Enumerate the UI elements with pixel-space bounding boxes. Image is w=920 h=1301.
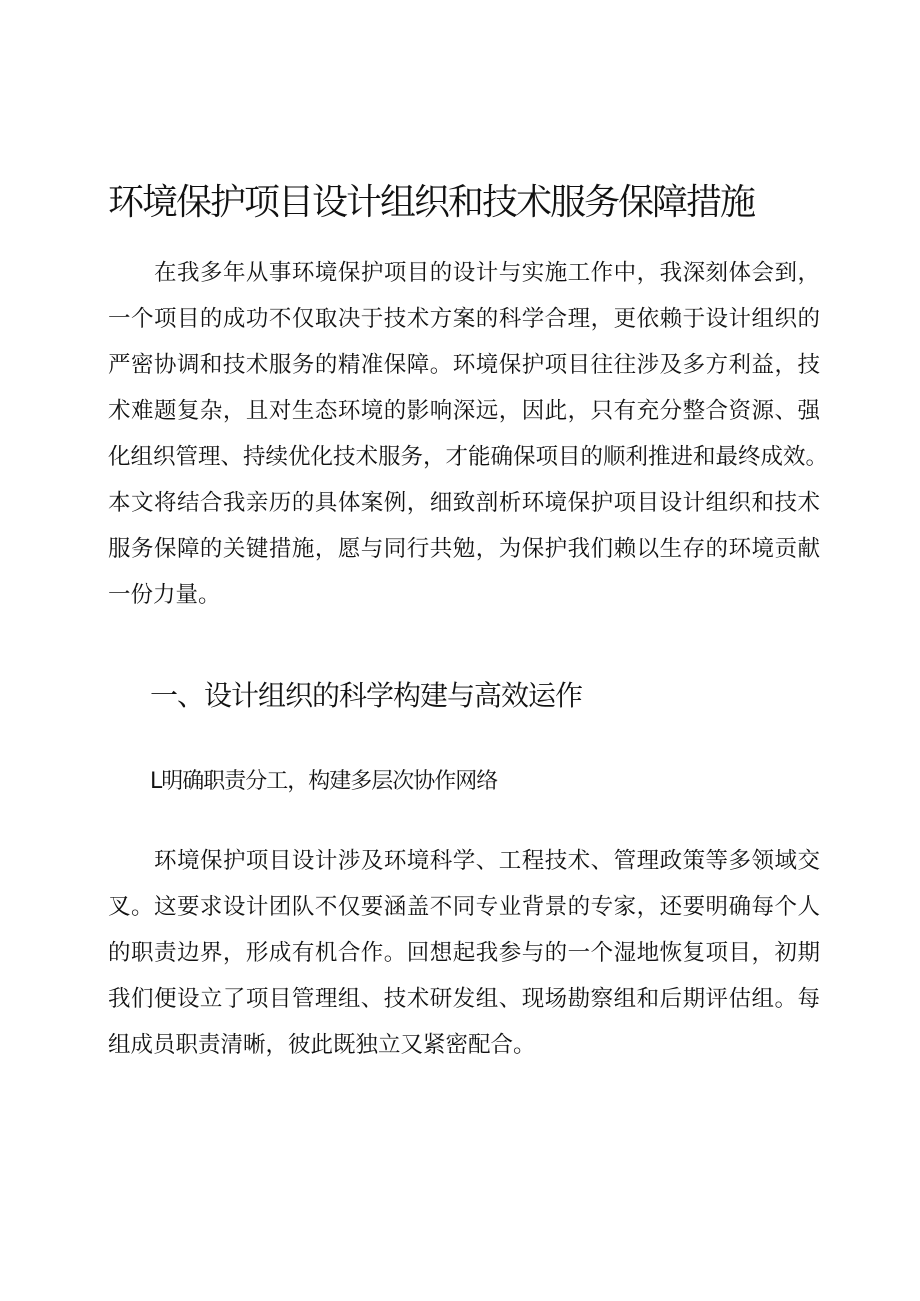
intro-line: 服务保障的关键措施，愿与同行共勉，为保护我们赖以生存的环境贡献: [108, 536, 820, 562]
document-title: 环境保护项目设计组织和技术服务保障措施: [108, 182, 755, 223]
intro-line: 本文将结合我亲历的具体案例，细致剖析环境保护项目设计组织和技术: [108, 490, 820, 516]
body-line: 组成员职责清晰，彼此既独立又紧密配合。: [108, 1032, 536, 1058]
body-line: 叉。这要求设计团队不仅要涵盖不同专业背景的专家，还要明确每个人: [108, 894, 820, 920]
intro-line: 术难题复杂，且对生态环境的影响深远，因此，只有充分整合资源、强: [108, 398, 820, 424]
body-line: 环境保护项目设计涉及环境科学、工程技术、管理政策等多领域交: [154, 848, 820, 874]
body-paragraph: [108, 838, 828, 1068]
body-line: 的职责边界，形成有机合作。回想起我参与的一个湿地恢复项目，初期: [108, 940, 820, 966]
intro-line: 一个项目的成功不仅取决于技术方案的科学合理，更依赖于设计组织的: [108, 306, 820, 332]
intro-line: 一份力量。: [108, 582, 221, 608]
intro-line: 严密协调和技术服务的精准保障。环境保护项目往往涉及多方利益，技: [108, 352, 820, 378]
section-heading: 一、设计组织的科学构建与高效运作: [150, 679, 583, 712]
intro-line: 化组织管理、持续优化技术服务，才能确保项目的顺利推进和最终成效。: [108, 444, 829, 470]
intro-paragraph: [108, 250, 828, 618]
subsection-heading: L明确职责分工，构建多层次协作网络: [150, 769, 498, 794]
intro-line: 在我多年从事环境保护项目的设计与实施工作中，我深刻体会到，: [154, 260, 820, 286]
body-line: 我们便设立了项目管理组、技术研发组、现场勘察组和后期评估组。每: [108, 986, 820, 1012]
